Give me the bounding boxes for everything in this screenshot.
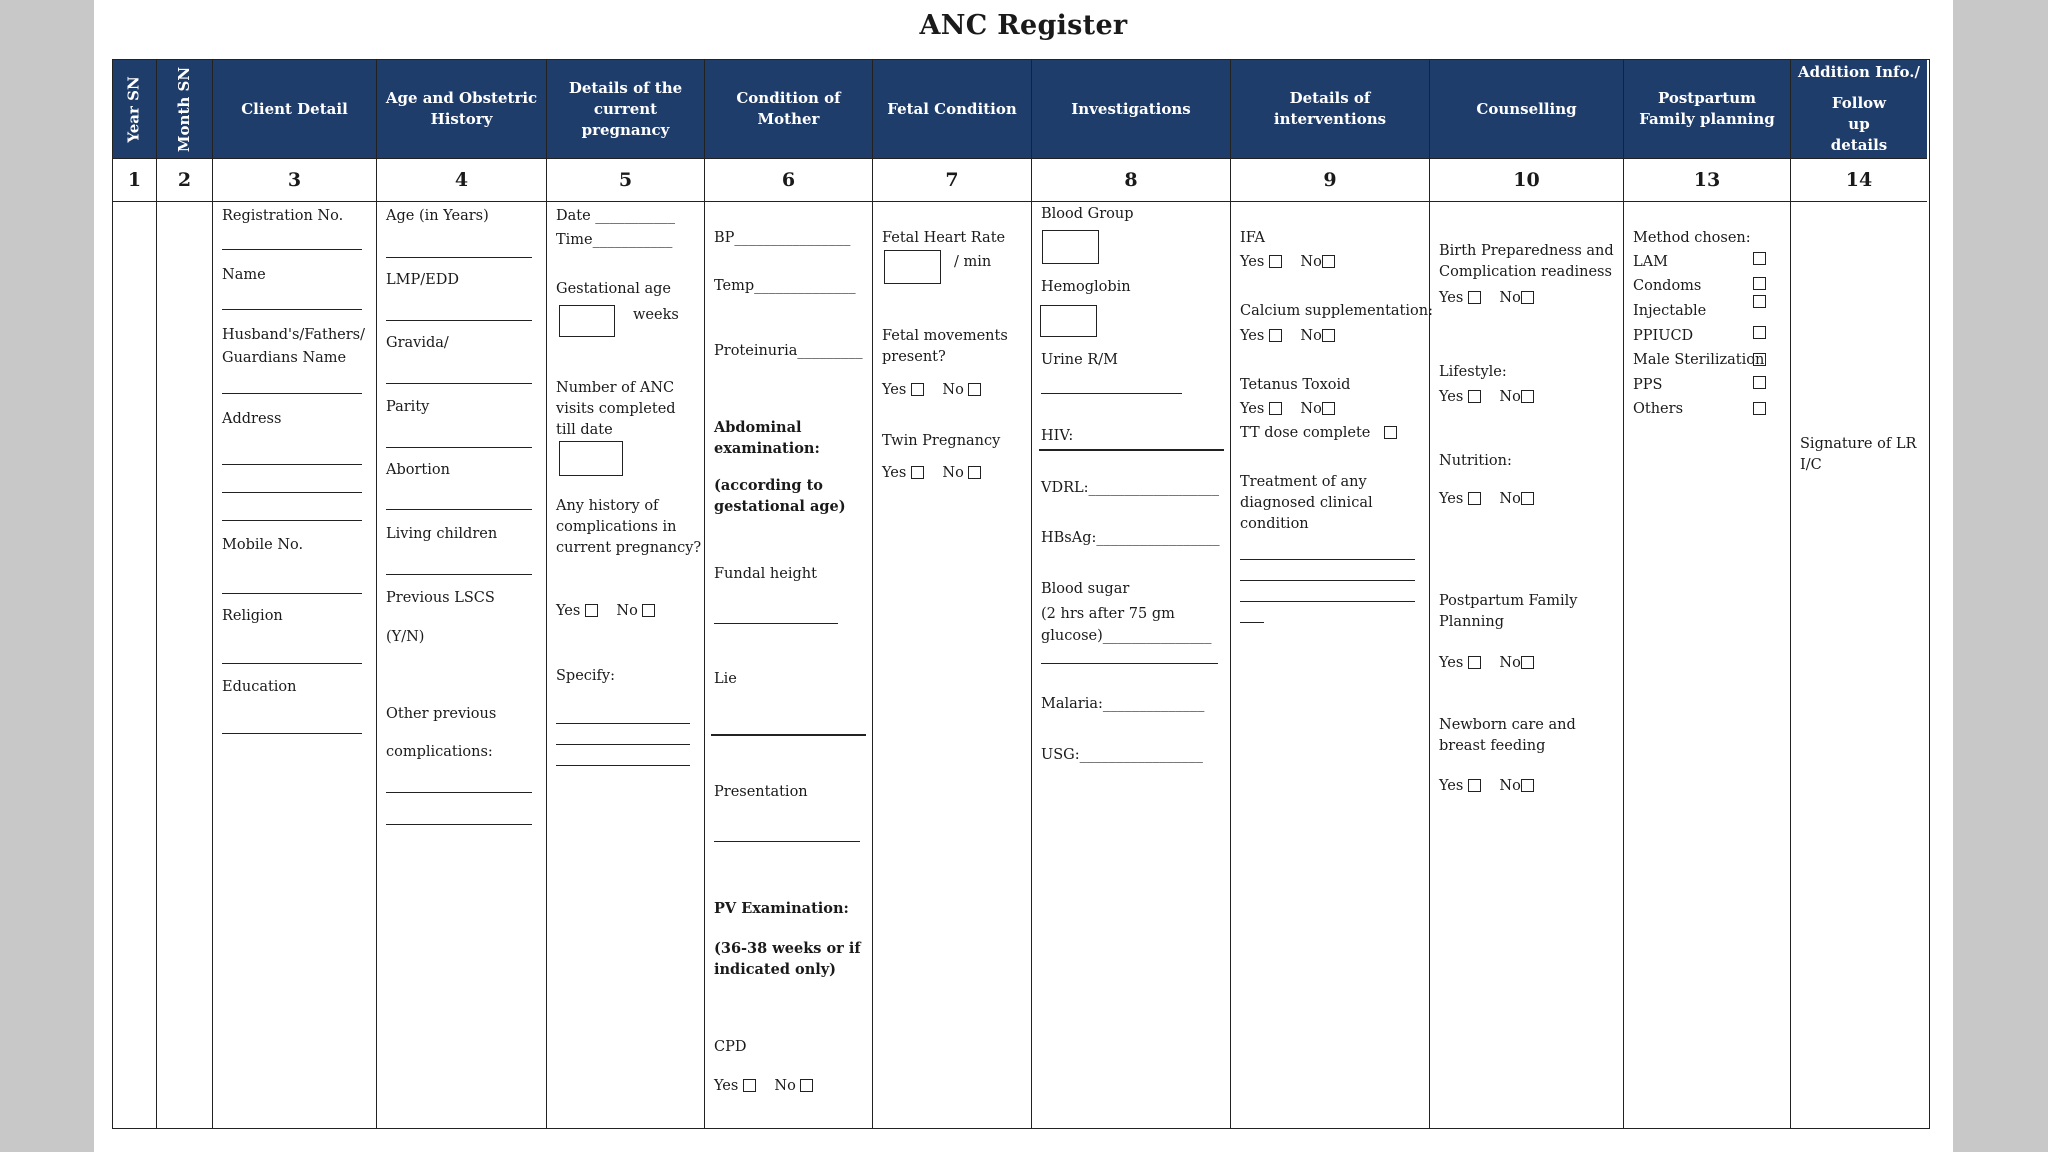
cpd-no-checkbox[interactable] (800, 1079, 813, 1092)
address-line[interactable] (222, 492, 362, 493)
col-number: 4 (377, 159, 547, 202)
hemoglobin-box[interactable] (1040, 305, 1097, 337)
lam-checkbox[interactable] (1753, 252, 1766, 265)
treatment-line[interactable] (1240, 622, 1264, 623)
header-investigations: Investigations (1032, 60, 1231, 159)
tetanus-no-checkbox[interactable] (1322, 402, 1335, 415)
treatment-line[interactable] (1240, 559, 1415, 560)
specify-line[interactable] (556, 723, 690, 724)
header-counselling: Counselling (1430, 60, 1624, 159)
col-number: 9 (1231, 159, 1430, 202)
client-detail-cell (213, 202, 377, 1128)
col-number: 14 (1791, 159, 1927, 202)
body-year-sn[interactable] (113, 202, 157, 1128)
calcium-yes-checkbox[interactable] (1269, 329, 1282, 342)
lifestyle-yes-no: Yes No (1439, 387, 1534, 408)
complication-history-label: Any history of complications in current pregnancy? (556, 498, 702, 557)
header-fetal-condition: Fetal Condition (873, 60, 1032, 159)
body-month-sn[interactable] (157, 202, 213, 1128)
guardian-label-1: Husband's/Fathers/ (222, 327, 366, 343)
current-pregnancy-cell (547, 202, 705, 1128)
movements-yes-checkbox[interactable] (911, 383, 924, 396)
blood-group-box[interactable] (1042, 230, 1099, 264)
urine-label: Urine R/M (1041, 352, 1118, 368)
malaria-field[interactable]: Malaria:______________ (1041, 696, 1205, 712)
cpd-label: CPD (714, 1039, 747, 1055)
anc-visits-box[interactable] (559, 441, 623, 476)
calcium-label: Calcium supplementation: (1240, 303, 1433, 319)
blood-sugar-note: (2 hrs after 75 gm (1041, 606, 1175, 622)
fhr-label: Fetal Heart Rate (882, 230, 1006, 246)
abdominal-note: (according to gestational age) (714, 477, 846, 516)
other-previous-label: Other previous (386, 706, 497, 722)
col-number: 2 (157, 159, 213, 202)
registration-line[interactable] (222, 249, 362, 250)
col-number: 1 (113, 159, 157, 202)
ifa-label: IFA (1240, 230, 1265, 246)
per-min-label: / min (954, 254, 992, 270)
abdominal-label: Abdominal examination: (714, 419, 820, 458)
birth-prep-label: Birth Preparedness and Complication readiness (1439, 243, 1614, 281)
lifestyle-label: Lifestyle: (1439, 364, 1507, 380)
ifa-no-checkbox[interactable] (1322, 255, 1335, 268)
specify-line[interactable] (556, 765, 690, 766)
specify-label: Specify: (556, 668, 615, 684)
address-line[interactable] (222, 464, 362, 465)
twin-yes-checkbox[interactable] (911, 466, 924, 479)
presentation-line[interactable] (714, 841, 860, 842)
header-condition-mother: Condition of Mother (705, 60, 873, 159)
page-title: ANC Register (919, 10, 1128, 41)
blood-sugar-label: Blood sugar (1041, 581, 1130, 597)
name-label: Name (222, 267, 266, 283)
register-page (94, 0, 1953, 1152)
gest-age-label: Gestational age (556, 281, 672, 297)
gest-age-box[interactable] (559, 305, 615, 337)
usg-field[interactable]: USG:_________________ (1041, 747, 1203, 763)
living-line[interactable] (386, 574, 532, 575)
fhr-box[interactable] (884, 250, 941, 284)
history-no-checkbox[interactable] (642, 604, 655, 617)
header-month-sn: Month SN (157, 60, 213, 159)
complications-label: complications: (386, 744, 493, 760)
col-number: 8 (1032, 159, 1231, 202)
nutrition-label: Nutrition: (1439, 453, 1512, 469)
col-number: 3 (213, 159, 377, 202)
method-label: Method chosen: (1633, 230, 1751, 246)
header-client-detail: Client Detail (213, 60, 377, 159)
complications-line[interactable] (386, 792, 532, 793)
twin-yes-no: Yes No (882, 463, 981, 484)
date-field[interactable]: Date ___________ (556, 208, 676, 224)
lifestyle-no-checkbox[interactable] (1521, 390, 1534, 403)
anc-register-table (112, 59, 1930, 1129)
male-sterilization-label: Male Sterilization (1633, 352, 1765, 368)
ppfp-yes-no: Yes No (1439, 653, 1534, 674)
pp-family-planning-cell (1624, 202, 1791, 1128)
hiv-line[interactable] (1039, 449, 1224, 451)
urine-line[interactable] (1041, 393, 1182, 394)
newborn-yes-checkbox[interactable] (1468, 779, 1481, 792)
weeks-label: weeks (633, 307, 679, 323)
mobile-label: Mobile No. (222, 537, 304, 553)
age-label: Age (in Years) (386, 208, 489, 224)
fundal-label: Fundal height (714, 566, 817, 582)
living-label: Living children (386, 526, 498, 542)
movements-no-checkbox[interactable] (968, 383, 981, 396)
fetal-condition-cell (873, 202, 1032, 1128)
col-number: 6 (705, 159, 873, 202)
pv-label: PV Examination: (714, 900, 849, 917)
header-interventions: Details of interventions (1231, 60, 1430, 159)
hbsag-field[interactable]: HBsAg:_________________ (1041, 530, 1220, 546)
col-number: 7 (873, 159, 1032, 202)
tetanus-label: Tetanus Toxoid (1240, 377, 1351, 393)
header-addition-info: Addition Info./ Follow up details (1791, 60, 1927, 159)
lmp-line[interactable] (386, 320, 532, 321)
injectable-label: Injectable (1633, 303, 1707, 319)
vdrl-field[interactable]: VDRL:__________________ (1041, 480, 1220, 496)
education-label: Education (222, 679, 297, 695)
twin-label: Twin Pregnancy (882, 433, 1001, 449)
header-age-obstetric: Age and Obstetric History (377, 60, 547, 159)
gravida-label: Gravida/ (386, 335, 449, 351)
complications-line[interactable] (386, 824, 532, 825)
hiv-label: HIV: (1041, 428, 1074, 444)
calcium-yes-no: Yes No (1240, 326, 1335, 347)
hemoglobin-label: Hemoglobin (1041, 279, 1131, 295)
pv-note: (36-38 weeks or if indicated only) (714, 940, 861, 979)
fundal-line[interactable] (714, 623, 838, 624)
guardian-line[interactable] (222, 393, 362, 394)
lscs-yn-label: (Y/N) (386, 629, 425, 645)
tetanus-yes-no: Yes No (1240, 399, 1335, 420)
registration-label: Registration No. (222, 208, 344, 224)
history-yes-checkbox[interactable] (585, 604, 598, 617)
col-number: 10 (1430, 159, 1624, 202)
lie-label: Lie (714, 671, 737, 687)
lmp-label: LMP/EDD (386, 272, 459, 288)
ppiucd-checkbox[interactable] (1753, 326, 1766, 339)
newborn-no-checkbox[interactable] (1521, 779, 1534, 792)
cpd-yes-checkbox[interactable] (743, 1079, 756, 1092)
nutrition-yes-no: Yes No (1439, 489, 1534, 510)
signature-label: Signature of LR I/C (1800, 436, 1917, 474)
abortion-label: Abortion (386, 462, 450, 478)
treatment-line[interactable] (1240, 580, 1415, 581)
presentation-label: Presentation (714, 784, 808, 800)
nutrition-no-checkbox[interactable] (1521, 492, 1534, 505)
pps-checkbox[interactable] (1753, 376, 1766, 389)
time-field[interactable]: Time___________ (556, 232, 673, 248)
tt-complete-checkbox[interactable] (1384, 426, 1397, 439)
tetanus-yes-checkbox[interactable] (1269, 402, 1282, 415)
mobile-line[interactable] (222, 593, 362, 594)
others-label: Others (1633, 401, 1684, 417)
addition-info-cell (1791, 202, 1927, 1128)
col-number: 5 (547, 159, 705, 202)
history-yes-no: Yes No (556, 601, 655, 622)
lam-label: LAM (1633, 254, 1668, 270)
guardian-label-2: Guardians Name (222, 350, 347, 366)
movements-label: Fetal movements present? (882, 328, 1008, 366)
condoms-checkbox[interactable] (1753, 277, 1766, 290)
birth-prep-yes-no: Yes No (1439, 288, 1534, 309)
specify-line[interactable] (556, 744, 690, 745)
interventions-cell (1231, 202, 1433, 1128)
calcium-no-checkbox[interactable] (1322, 329, 1335, 342)
ifa-yes-checkbox[interactable] (1269, 255, 1282, 268)
parity-line[interactable] (386, 447, 532, 448)
newborn-yes-no: Yes No (1439, 776, 1534, 797)
treatment-line[interactable] (1240, 601, 1415, 602)
injectable-checkbox[interactable] (1753, 295, 1766, 308)
movements-yes-no: Yes No (882, 380, 981, 401)
nutrition-yes-checkbox[interactable] (1468, 492, 1481, 505)
ppfp-counselling-label: Postpartum Family Planning (1439, 593, 1578, 631)
condoms-label: Condoms (1633, 278, 1702, 294)
investigations-cell (1032, 202, 1231, 1128)
ppiucd-label: PPIUCD (1633, 328, 1694, 344)
parity-label: Parity (386, 399, 430, 415)
age-obstetric-cell (377, 202, 547, 1128)
age-line[interactable] (386, 257, 532, 258)
tt-complete-row: TT dose complete (1240, 423, 1397, 444)
education-line[interactable] (222, 733, 362, 734)
others-checkbox[interactable] (1753, 402, 1766, 415)
religion-label: Religion (222, 608, 283, 624)
religion-line[interactable] (222, 663, 362, 664)
lscs-label: Previous LSCS (386, 590, 495, 606)
blood-sugar-field[interactable]: glucose)_______________ (1041, 628, 1212, 644)
blood-group-label: Blood Group (1041, 206, 1134, 222)
blood-sugar-line[interactable] (1041, 663, 1218, 664)
birth-prep-yes-checkbox[interactable] (1468, 291, 1481, 304)
cpd-yes-no: Yes No (714, 1076, 813, 1097)
abortion-line[interactable] (386, 509, 532, 510)
header-current-pregnancy: Details of the current pregnancy (547, 60, 705, 159)
ppfp-no-checkbox[interactable] (1521, 656, 1534, 669)
header-pp-family-planning: Postpartum Family planning (1624, 60, 1791, 159)
newborn-label: Newborn care and breast feeding (1439, 717, 1576, 755)
address-label: Address (222, 411, 282, 427)
address-line[interactable] (222, 520, 362, 521)
twin-no-checkbox[interactable] (968, 466, 981, 479)
ppfp-yes-checkbox[interactable] (1468, 656, 1481, 669)
pps-label: PPS (1633, 377, 1663, 393)
birth-prep-no-checkbox[interactable] (1521, 291, 1534, 304)
header-year-sn: Year SN (113, 60, 157, 159)
lie-line[interactable] (711, 734, 866, 736)
counselling-cell (1430, 202, 1624, 1128)
temp-field[interactable]: Temp______________ (714, 278, 856, 294)
anc-visits-label: Number of ANC visits completed till date (556, 380, 676, 439)
male-sterilization-checkbox[interactable] (1753, 353, 1766, 366)
condition-mother-cell (705, 202, 873, 1128)
treatment-label: Treatment of any diagnosed clinical condition (1240, 474, 1373, 533)
proteinuria-field[interactable]: Proteinuria_________ (714, 343, 863, 359)
name-line[interactable] (222, 309, 362, 310)
lifestyle-yes-checkbox[interactable] (1468, 390, 1481, 403)
bp-field[interactable]: BP________________ (714, 230, 851, 246)
gravida-line[interactable] (386, 383, 532, 384)
ifa-yes-no: Yes No (1240, 252, 1335, 273)
col-number: 13 (1624, 159, 1791, 202)
